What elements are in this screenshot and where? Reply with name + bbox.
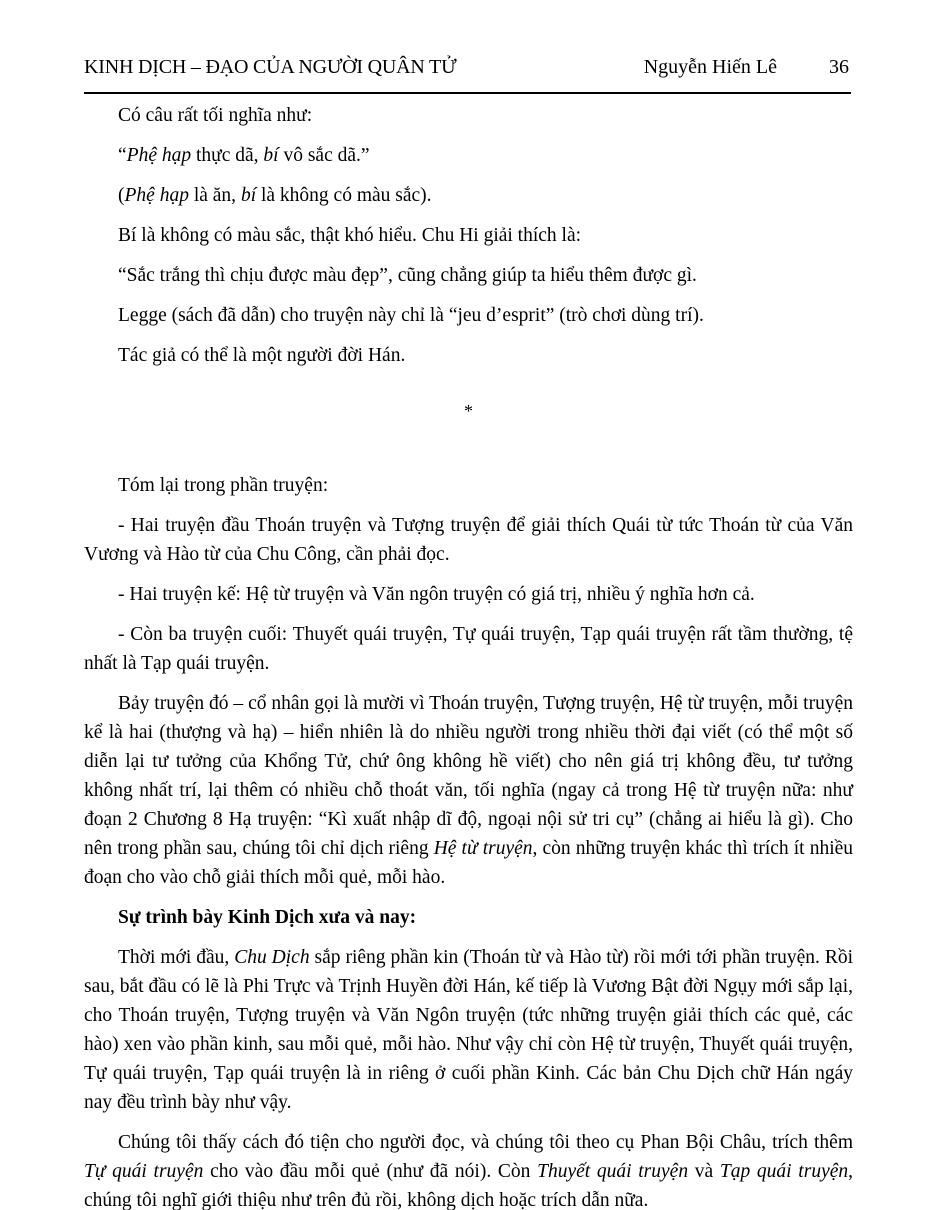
text-segment: Tự quái truyện <box>84 1161 204 1182</box>
section-heading <box>84 903 853 932</box>
paragraph <box>84 580 853 609</box>
text-segment: và <box>688 1161 720 1182</box>
text-segment: vô sắc dã.” <box>278 145 370 166</box>
page-header <box>0 0 935 79</box>
text-segment: Sự trình bày Kinh Dịch xưa và nay: <box>118 907 417 928</box>
text-segment: “ <box>118 145 127 166</box>
paragraph <box>84 301 853 330</box>
text-segment: Thời mới đầu, <box>118 947 235 968</box>
text-segment: Phệ hạp <box>124 185 189 206</box>
paragraph <box>84 1128 853 1210</box>
text-segment: Chúng tôi thấy cách đó tiện cho người đọc, và chúng tôi theo cụ Phan Bội Châu, trích thêm <box>118 1132 853 1153</box>
text-segment: Chu Dịch <box>234 947 310 968</box>
text-segment: ( <box>118 185 125 206</box>
paragraph <box>84 261 853 290</box>
paragraph <box>84 471 853 500</box>
text-segment: Thuyết quái truyện <box>537 1161 689 1182</box>
text-segment: thực dã, <box>191 145 264 166</box>
author-name: Nguyễn Hiến Lê <box>643 56 777 78</box>
text-segment: “Sắc trắng thì chịu được màu đẹp”, cũng chẳng giúp ta hiểu thêm được gì. <box>118 265 697 286</box>
text-segment: Bí là không có màu sắc, thật khó hiểu. Chu Hi giải thích là: <box>118 225 582 246</box>
text-segment: sắp riêng phần kin (Thoán từ và Hào từ) rồi mới tới phần truyện. Rồi sau, bắt đầu có lẽ là Phi Trực và Trịnh Huyền đời Hán, kế tiếp là Vương Bật đời Ngụy mới sắp lại, cho Thoán truyện, Tượng truyện và Văn Ngôn truyện (tức những truyện giải thích các quẻ, các hào) xen vào phần kinh, sau mỗi quẻ, mỗi hào. Như vậy chỉ còn Hệ từ truyện, Thuyết quái truyện, Tự quái truyện, Tạp quái truyện là in riêng ở cuối phần Kinh. Các bản Chu Dịch chữ Hán ngáy nay đều trình bày như vậy. <box>84 947 853 1113</box>
text-segment: - Hai truyện đầu Thoán truyện và Tượng truyện để giải thích Quái từ tức Thoán từ của Văn Vương và Hào từ của Chu Công, cần phải đọc. <box>84 515 853 565</box>
paragraph <box>84 943 853 1117</box>
text-segment: là ăn, <box>188 185 241 206</box>
text-segment: Tạp quái truyện <box>719 1161 849 1182</box>
text-segment: Bảy truyện đó – cổ nhân gọi là mười vì Thoán truyện, Tượng truyện, Hệ từ truyện, mỗi truyện kể là hai (thượng và hạ) – hiển nhiên là do nhiều người trong nhiều thời đại viết (có thể một số diễn lại tư tưởng của Khổng Tử, chứ ông không hề viết) cho nên giá trị không đều, tư tưởng không nhất trí, lại thêm có nhiều chỗ thoát văn, tối nghĩa (ngay cả trong Hệ từ truyện nữa: như đoạn 2 Chương 8 Hạ truyện: “Kì xuất nhập dĩ độ, ngoại nội sử tri cụ” (chẳng ai hiểu là gì). Cho nên trong phần sau, chúng tôi chỉ dịch riêng <box>84 693 853 859</box>
text-segment: Legge (sách đã dẫn) cho truyện này chỉ là “jeu d’esprit” (trò chơi dùng trí). <box>118 305 704 326</box>
text-segment: là không có màu sắc). <box>256 185 432 206</box>
page-number: 36 <box>829 56 849 78</box>
text-segment: Tóm lại trong phần truyện: <box>118 475 329 496</box>
text-segment: bí <box>263 145 279 166</box>
paragraph <box>84 689 853 892</box>
text-segment: Có câu rất tối nghĩa như: <box>118 105 313 126</box>
paragraph <box>84 620 853 678</box>
text-segment: Hệ từ truyện <box>433 838 533 859</box>
paragraph <box>84 341 853 370</box>
text-segment: , còn những truyện khác thì trích ít nhiều đoạn cho vào chỗ giải thích mỗi quẻ, mỗi hào. <box>84 838 854 888</box>
paragraph <box>84 101 853 130</box>
book-title: KINH DỊCH – ĐẠO CỦA NGƯỜI QUÂN TỬ <box>84 56 457 78</box>
text-segment: * <box>464 401 473 421</box>
page-body <box>0 94 935 1210</box>
text-segment: bí <box>240 185 257 206</box>
text-segment: cho vào đầu mỗi quẻ (như đã nói). Còn <box>203 1161 538 1182</box>
text-segment: - Hai truyện kế: Hệ từ truyện và Văn ngôn truyện có giá trị, nhiều ý nghĩa hơn cả. <box>118 584 755 605</box>
paragraph <box>84 141 853 170</box>
paragraph <box>84 511 853 569</box>
text-segment: Phệ hạp <box>126 145 192 166</box>
text-segment: Tác giả có thể là một người đời Hán. <box>118 345 406 366</box>
paragraph <box>84 181 853 210</box>
section-separator <box>84 397 853 426</box>
paragraph <box>84 221 853 250</box>
text-segment: - Còn ba truyện cuối: Thuyết quái truyện, Tự quái truyện, Tạp quái truyện rất tầm thường, tệ nhất là Tạp quái truyện. <box>84 624 853 674</box>
text-segment: , chúng tôi nghĩ giới thiệu như trên đủ rồi, không dịch hoặc trích dẫn nữa. <box>84 1161 853 1210</box>
